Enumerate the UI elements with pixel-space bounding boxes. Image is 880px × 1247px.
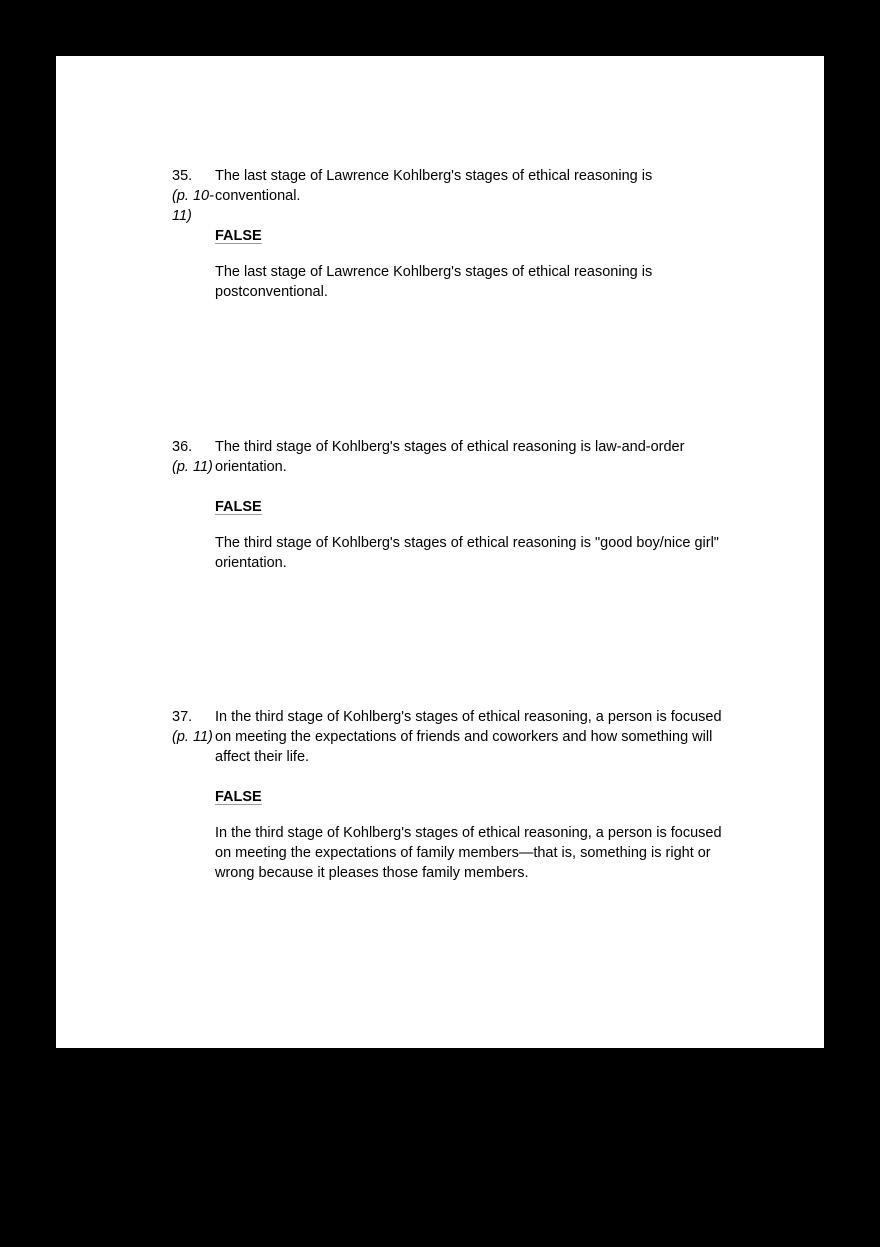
question-stem xyxy=(172,437,772,477)
page-reference-line: (p. 11) xyxy=(172,459,213,475)
page-reference-line: (p. 10- xyxy=(172,188,214,204)
question-text-line: orientation. xyxy=(215,459,287,475)
explanation xyxy=(215,533,772,573)
question-text-line: affect their life. xyxy=(215,749,310,765)
page-reference xyxy=(172,186,216,226)
question-text-line: In the third stage of Kohlberg's stages of ethical reasoning, a person is focused xyxy=(215,709,722,725)
explanation xyxy=(215,823,812,883)
page-reference-line: 11) xyxy=(172,208,192,224)
explanation-line: The last stage of Lawrence Kohlberg's stages of ethical reasoning is xyxy=(215,264,653,280)
question-number: 36. xyxy=(172,439,193,455)
explanation-line: wrong because it pleases those family members. xyxy=(215,865,529,881)
question-stem xyxy=(172,166,772,224)
question-number: 35. xyxy=(172,168,193,184)
explanation-line: The third stage of Kohlberg's stages of ethical reasoning is "good boy/nice girl" xyxy=(215,535,719,551)
question-36 xyxy=(172,437,772,573)
page-reference xyxy=(172,727,216,747)
explanation-line: postconventional. xyxy=(215,284,328,300)
page-reference xyxy=(172,457,216,477)
explanation-line: orientation. xyxy=(215,555,287,571)
question-text-line: The third stage of Kohlberg's stages of ethical reasoning is law-and-order xyxy=(215,439,685,455)
page-reference-line: (p. 11) xyxy=(172,729,213,745)
question-text-line: conventional. xyxy=(215,188,301,204)
answer-label: FALSE xyxy=(215,789,262,805)
answer-label: FALSE xyxy=(215,499,262,515)
question-text-line: The last stage of Lawrence Kohlberg's stages of ethical reasoning is xyxy=(215,168,653,184)
explanation-line: on meeting the expectations of family members—that is, something is right or xyxy=(215,845,711,861)
question-35 xyxy=(172,166,772,302)
answer-label: FALSE xyxy=(215,228,262,244)
question-37 xyxy=(172,707,812,883)
document-page xyxy=(56,56,824,1048)
question-number: 37. xyxy=(172,709,193,725)
explanation-line: In the third stage of Kohlberg's stages of ethical reasoning, a person is focused xyxy=(215,825,722,841)
explanation xyxy=(215,262,772,302)
question-stem xyxy=(172,707,812,767)
question-text-line: on meeting the expectations of friends and coworkers and how something will xyxy=(215,729,713,745)
